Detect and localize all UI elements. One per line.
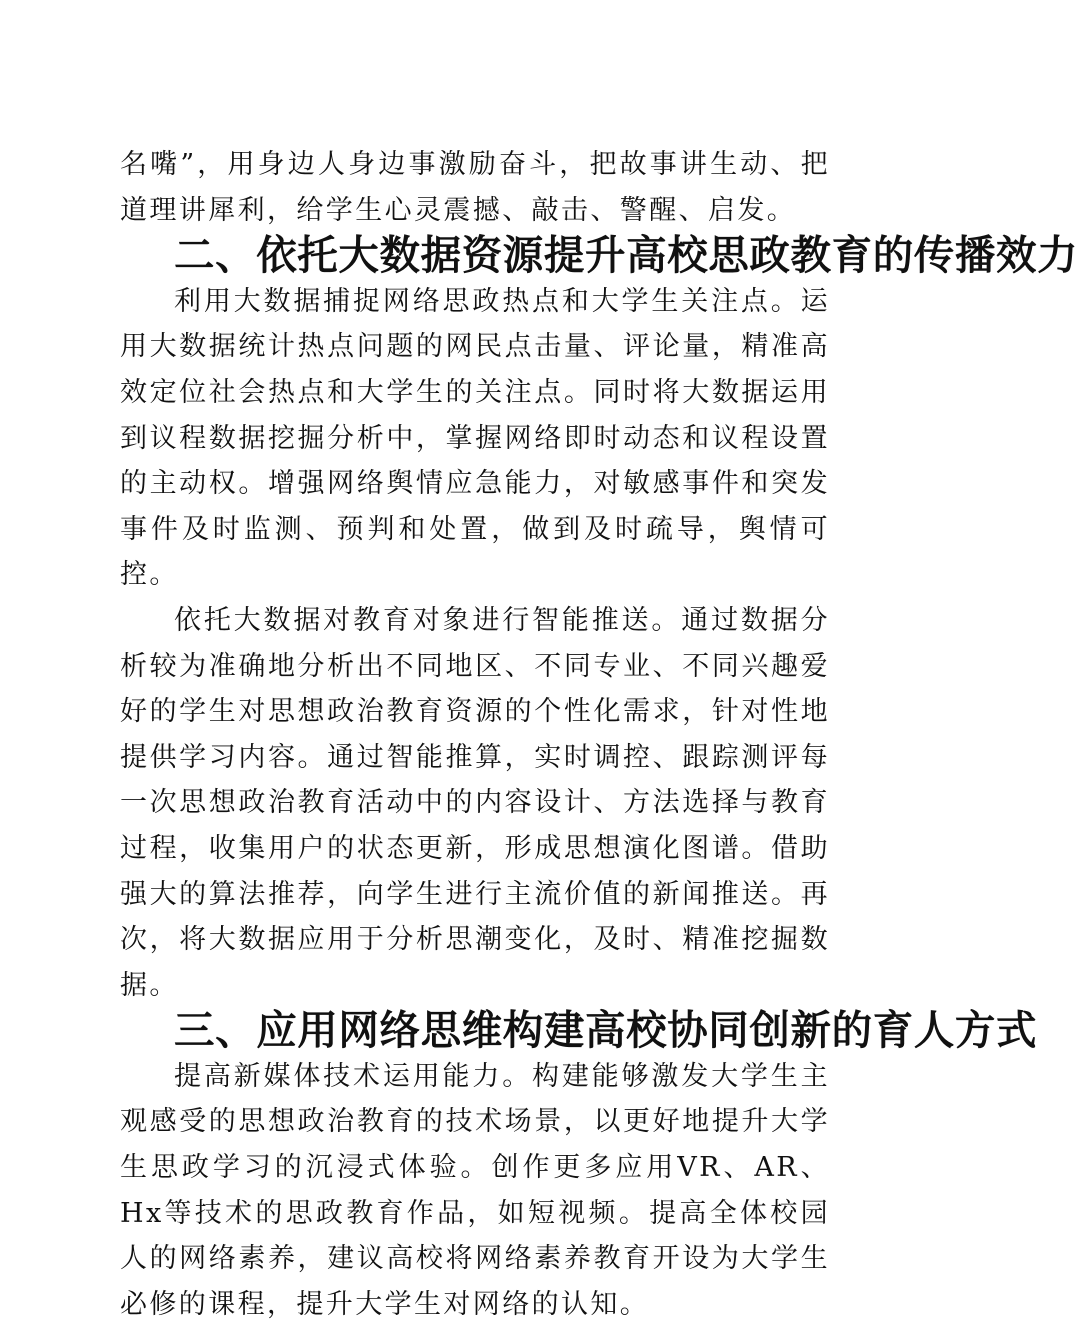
section-3-paragraph-1: 提高新媒体技术运用能力。构建能够激发大学生主观感受的思想政治教育的技术场景，以更好地提升大学生思政学习的沉浸式体验。创作更多应用VR、AR、Hx等技术的思政教育作品，如短视频。提高全体校园人的网络素养，建议高校将网络素养教育开设为大学生必修的课程，提升大学生对网络的认知。	[120, 1060, 830, 1320]
continued-paragraph: 名嘴”，用身边人身边事激励奋斗，把故事讲生动、把道理讲犀利，给学生心灵震撼、敲击、警醒、启发。	[120, 149, 830, 226]
section-3-heading: 三、应用网络思维构建高校协同创新的育人方式	[174, 1006, 1038, 1055]
document-body	[120, 142, 1078, 1327]
section-2-paragraph-1: 利用大数据捕捉网络思政热点和大学生关注点。运用大数据统计热点问题的网民点击量、评论量，精准高效定位社会热点和大学生的关注点。同时将大数据运用到议程数据挖掘分析中，掌握网络即时动态和议程设置的主动权。增强网络舆情应急能力，对敏感事件和突发事件及时监测、预判和处置，做到及时疏导，舆情可控。	[120, 285, 830, 591]
section-2-heading: 二、依托大数据资源提升高校思政教育的传播效力	[174, 231, 1078, 280]
section-2-paragraph-2: 依托大数据对教育对象进行智能推送。通过数据分析较为准确地分析出不同地区、不同专业、不同兴趣爱好的学生对思想政治教育资源的个性化需求，针对性地提供学习内容。通过智能推算，实时调控、跟踪测评每一次思想政治教育活动中的内容设计、方法选择与教育过程，收集用户的状态更新，形成思想演化图谱。借助强大的算法推荐，向学生进行主流价值的新闻推送。再次，将大数据应用于分析思潮变化，及时、精准挖掘数据。	[120, 604, 830, 1001]
